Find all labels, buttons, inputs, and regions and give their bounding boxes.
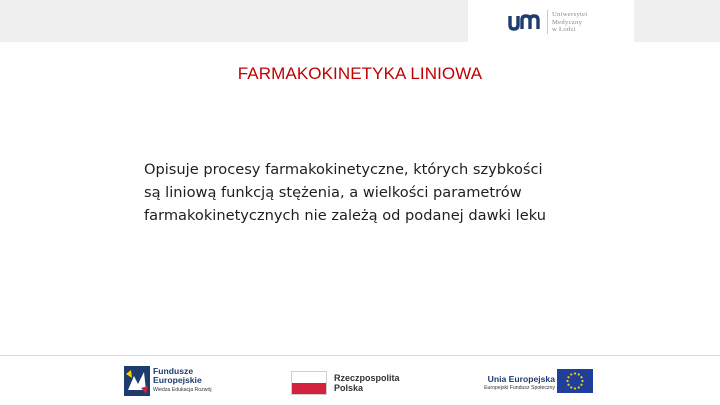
eu-star <box>566 380 568 382</box>
footer-divider <box>0 355 720 356</box>
polish-flag-icon <box>291 371 327 395</box>
body-line: farmakokinetycznych nie zależą od podanej dawki leku <box>144 207 546 224</box>
fundusze-europejskie-logo-icon <box>124 366 150 396</box>
eu-star <box>570 373 572 375</box>
ue-subtitle: Europejski Fundusz Społeczny <box>484 385 555 392</box>
eu-flag-icon <box>557 369 593 393</box>
um-logo-mark <box>508 13 542 31</box>
body-line: są liniową funkcją stężenia, a wielkości parametrów <box>144 184 522 201</box>
eu-star <box>578 386 580 388</box>
eu-star <box>574 372 576 374</box>
eu-star <box>580 384 582 386</box>
eu-star <box>581 380 583 382</box>
body-line: Opisuje procesy farmakokinetyczne, których szybkości <box>144 161 543 178</box>
university-name-line: w Łodzi <box>552 26 576 33</box>
unia-europejska-text <box>475 375 555 394</box>
eu-star <box>580 376 582 378</box>
logo-divider <box>547 10 548 34</box>
university-name <box>552 11 632 34</box>
fe-line: Europejskie <box>153 375 202 385</box>
eu-star <box>578 373 580 375</box>
fe-line: Fundusze <box>153 366 194 376</box>
eu-star <box>574 387 576 389</box>
fe-subtitle: Wiedza Edukacja Rozwój <box>153 387 212 393</box>
university-name-line: Uniwersytet <box>552 11 588 18</box>
university-name-line: Medyczny <box>552 18 583 26</box>
rp-line: Polska <box>334 383 364 393</box>
rzeczpospolita-polska-text <box>334 373 400 393</box>
rp-line: Rzeczpospolita <box>334 373 400 383</box>
eu-star <box>570 386 572 388</box>
ue-title: Unia Europejska <box>487 374 555 384</box>
eu-star <box>567 384 569 386</box>
slide-title: FARMAKOKINETYKA LINIOWA <box>237 64 483 83</box>
university-logo <box>468 0 634 42</box>
eu-star <box>567 376 569 378</box>
slide-body <box>144 158 614 227</box>
fundusze-europejskie-text <box>153 367 212 395</box>
